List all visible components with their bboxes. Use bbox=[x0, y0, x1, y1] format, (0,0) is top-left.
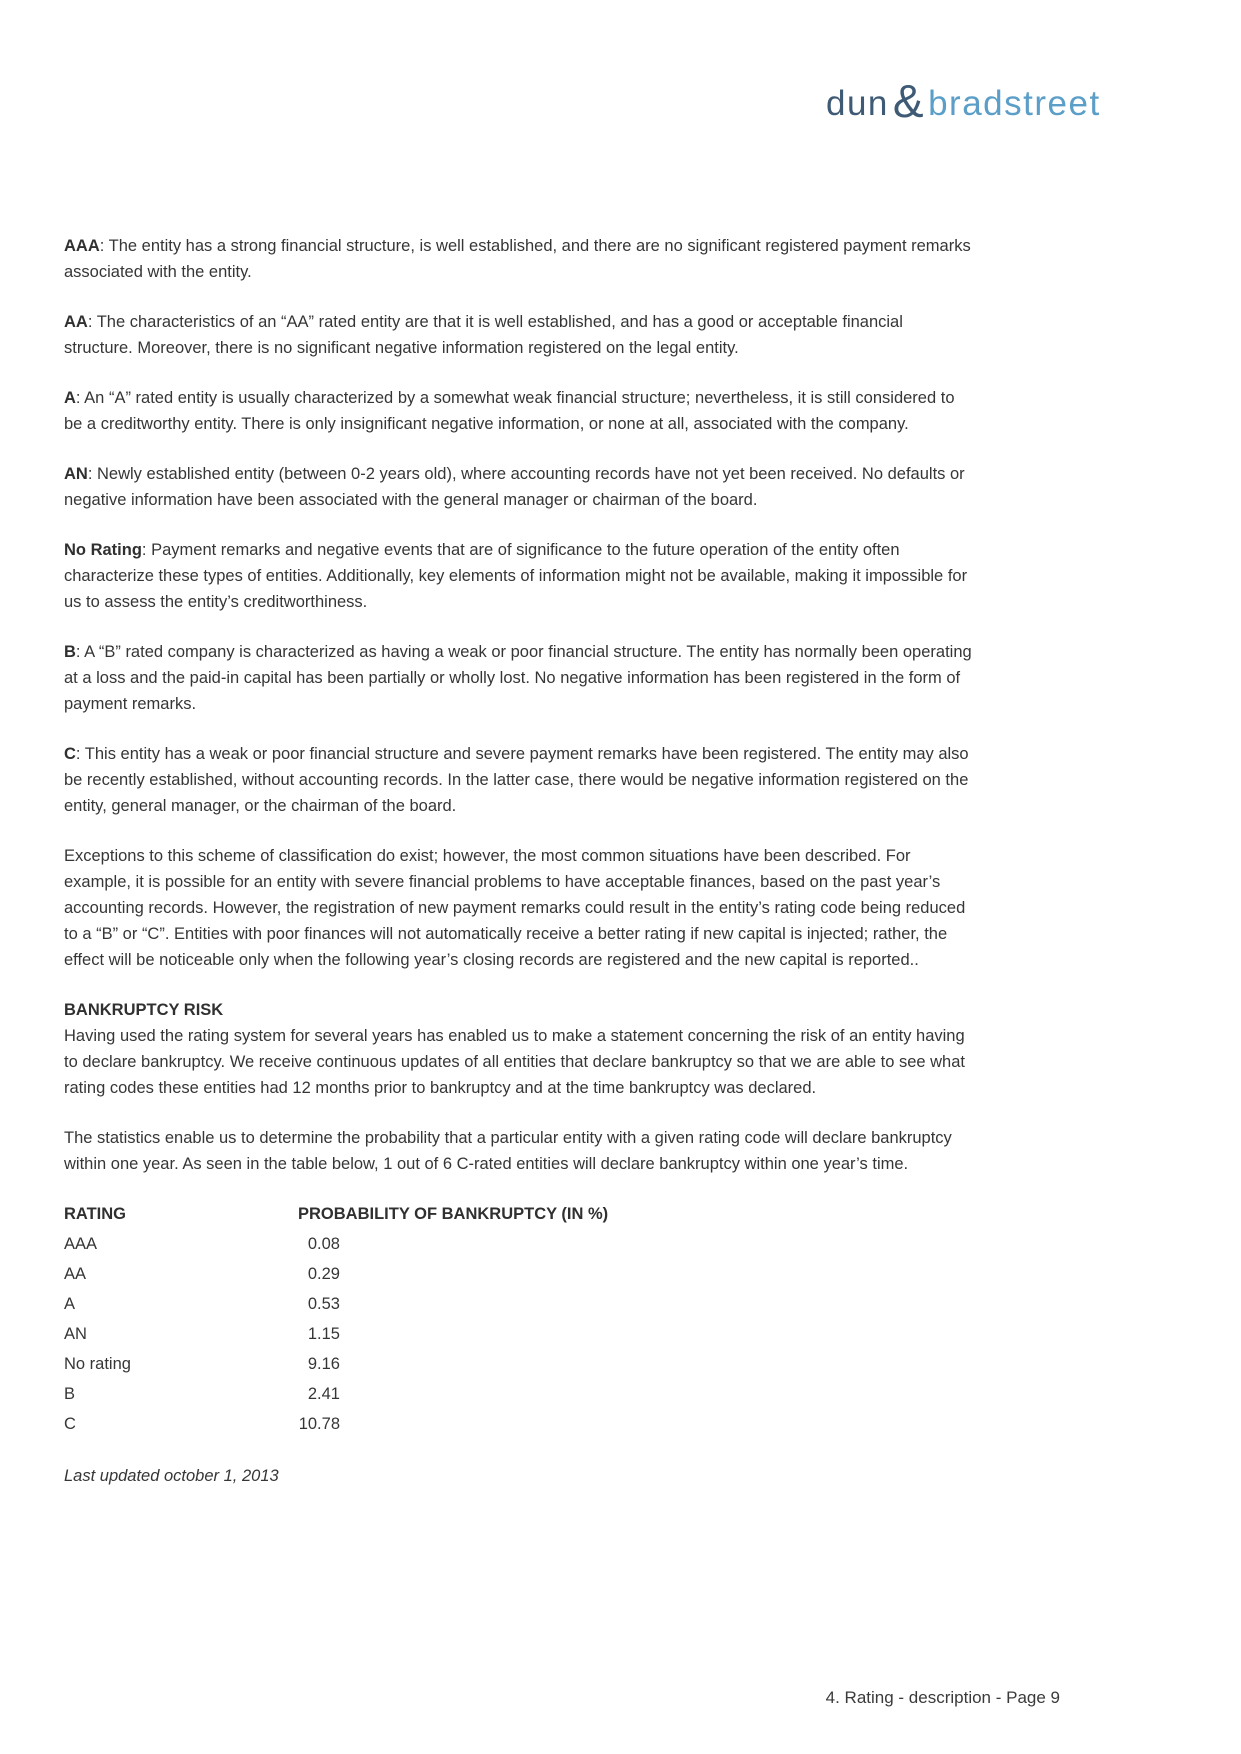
rating-text: : The entity has a strong financial structure, is well established, and there are no significant registered payment remarks associated with the entity. bbox=[64, 237, 971, 281]
rating-definition-an bbox=[64, 461, 972, 513]
probability-cell: 2.41 bbox=[307, 1385, 340, 1403]
column-header-probability: PROBABILITY OF BANKRUPTCY (IN %) bbox=[298, 1205, 609, 1223]
rating-text: : Payment remarks and negative events that are of significance to the future operation of the entity often characterize these types of entities. Additionally, key elements of information might not be available, making it impossible for us to assess the entity’s creditworthiness. bbox=[64, 541, 968, 611]
rating-label: AA bbox=[64, 313, 88, 331]
page-footer: 4. Rating - description - Page 9 bbox=[825, 1688, 1060, 1707]
rating-label: No Rating bbox=[64, 541, 142, 559]
rating-cell: AN bbox=[64, 1325, 87, 1343]
rating-label: B bbox=[64, 643, 76, 661]
rating-text: : An “A” rated entity is usually characterized by a somewhat weak financial structure; nevertheless, it is still considered to be a creditworthy entity. There is only insignificant negative information, or none at all, associated with the company. bbox=[64, 389, 955, 433]
ampersand-icon: & bbox=[892, 75, 926, 127]
rating-definition-aaa bbox=[64, 233, 972, 285]
rating-definition-no-rating bbox=[64, 537, 972, 615]
exceptions-paragraph: Exceptions to this scheme of classification do exist; however, the most common situations have been described. For example, it is possible for an entity with severe financial problems to have acceptable finances, based on the past year’s accounting records. However, the registration of new payment remarks could result in the entity’s rating code being reduced to a “B” or “C”. Entities with poor finances will not automatically receive a better rating if new capital is injected; rather, the effect will be noticeable only when the following year’s closing records are registered and the new capital is reported.. bbox=[64, 847, 966, 969]
rating-text: : The characteristics of an “AA” rated entity are that it is well established, and has a good or acceptable financial structure. Moreover, there is no significant negative information registered on the legal entity. bbox=[64, 313, 903, 357]
table-row bbox=[64, 1231, 972, 1261]
table-row bbox=[64, 1261, 972, 1291]
table-header-row bbox=[64, 1201, 972, 1231]
rating-definition-aa bbox=[64, 309, 972, 361]
probability-cell: 0.29 bbox=[307, 1265, 340, 1283]
probability-cell: 10.78 bbox=[298, 1415, 340, 1433]
rating-text: : This entity has a weak or poor financial structure and severe payment remarks have been registered. The entity may also be recently established, without accounting records. In the latter case, there would be negative information registered on the entity, general manager, or the chairman of the board. bbox=[64, 745, 969, 815]
bankruptcy-probability-table bbox=[64, 1201, 972, 1441]
table-row bbox=[64, 1411, 972, 1441]
rating-definition-c bbox=[64, 741, 972, 819]
probability-cell: 1.15 bbox=[307, 1325, 340, 1343]
rating-label: AAA bbox=[64, 237, 100, 255]
rating-text: : Newly established entity (between 0-2 years old), where accounting records have not yet been received. No defaults or negative information have been associated with the general manager or chairman of the board. bbox=[64, 465, 965, 509]
table-row bbox=[64, 1351, 972, 1381]
probability-cell: 9.16 bbox=[307, 1355, 340, 1373]
bankruptcy-risk-heading: BANKRUPTCY RISK bbox=[64, 1001, 224, 1019]
rating-cell: AAA bbox=[64, 1235, 98, 1253]
bankruptcy-paragraph-1: Having used the rating system for several years has enabled us to make a statement concerning the risk of an entity having to declare bankruptcy. We receive continuous updates of all entities that declare bankruptcy so that we are able to see what rating codes these entities had 12 months prior to bankruptcy and at the time bankruptcy was declared. bbox=[64, 1027, 965, 1097]
rating-label: A bbox=[64, 389, 76, 407]
last-updated-note: Last updated october 1, 2013 bbox=[64, 1467, 279, 1485]
column-header-rating: RATING bbox=[64, 1205, 127, 1223]
rating-text: : A “B” rated company is characterized as having a weak or poor financial structure. The entity has normally been operating at a loss and the paid-in capital has been partially or wholly lost. No negative information has been registered in the form of payment remarks. bbox=[64, 643, 972, 713]
rating-cell: AA bbox=[64, 1265, 87, 1283]
table-row bbox=[64, 1291, 972, 1321]
rating-label: C bbox=[64, 745, 76, 763]
logo-text-bradstreet: bradstreet bbox=[928, 84, 1101, 123]
dun-and-bradstreet-logo bbox=[826, 72, 1101, 126]
bankruptcy-paragraph-2: The statistics enable us to determine the probability that a particular entity with a given rating code will declare bankruptcy within one year. As seen in the table below, 1 out of 6 C-rated entities will declare bankruptcy within one year’s time. bbox=[64, 1129, 952, 1173]
rating-label: AN bbox=[64, 465, 88, 483]
rating-cell: C bbox=[64, 1415, 76, 1433]
page-body bbox=[64, 233, 972, 1489]
logo-text-dun: dun bbox=[826, 84, 889, 123]
rating-cell: No rating bbox=[64, 1355, 131, 1373]
probability-cell: 0.08 bbox=[307, 1235, 340, 1253]
rating-definition-a bbox=[64, 385, 972, 437]
rating-definition-b bbox=[64, 639, 972, 717]
table-row bbox=[64, 1381, 972, 1411]
rating-cell: B bbox=[64, 1385, 76, 1403]
rating-cell: A bbox=[64, 1295, 76, 1313]
probability-cell: 0.53 bbox=[307, 1295, 340, 1313]
table-row bbox=[64, 1321, 972, 1351]
